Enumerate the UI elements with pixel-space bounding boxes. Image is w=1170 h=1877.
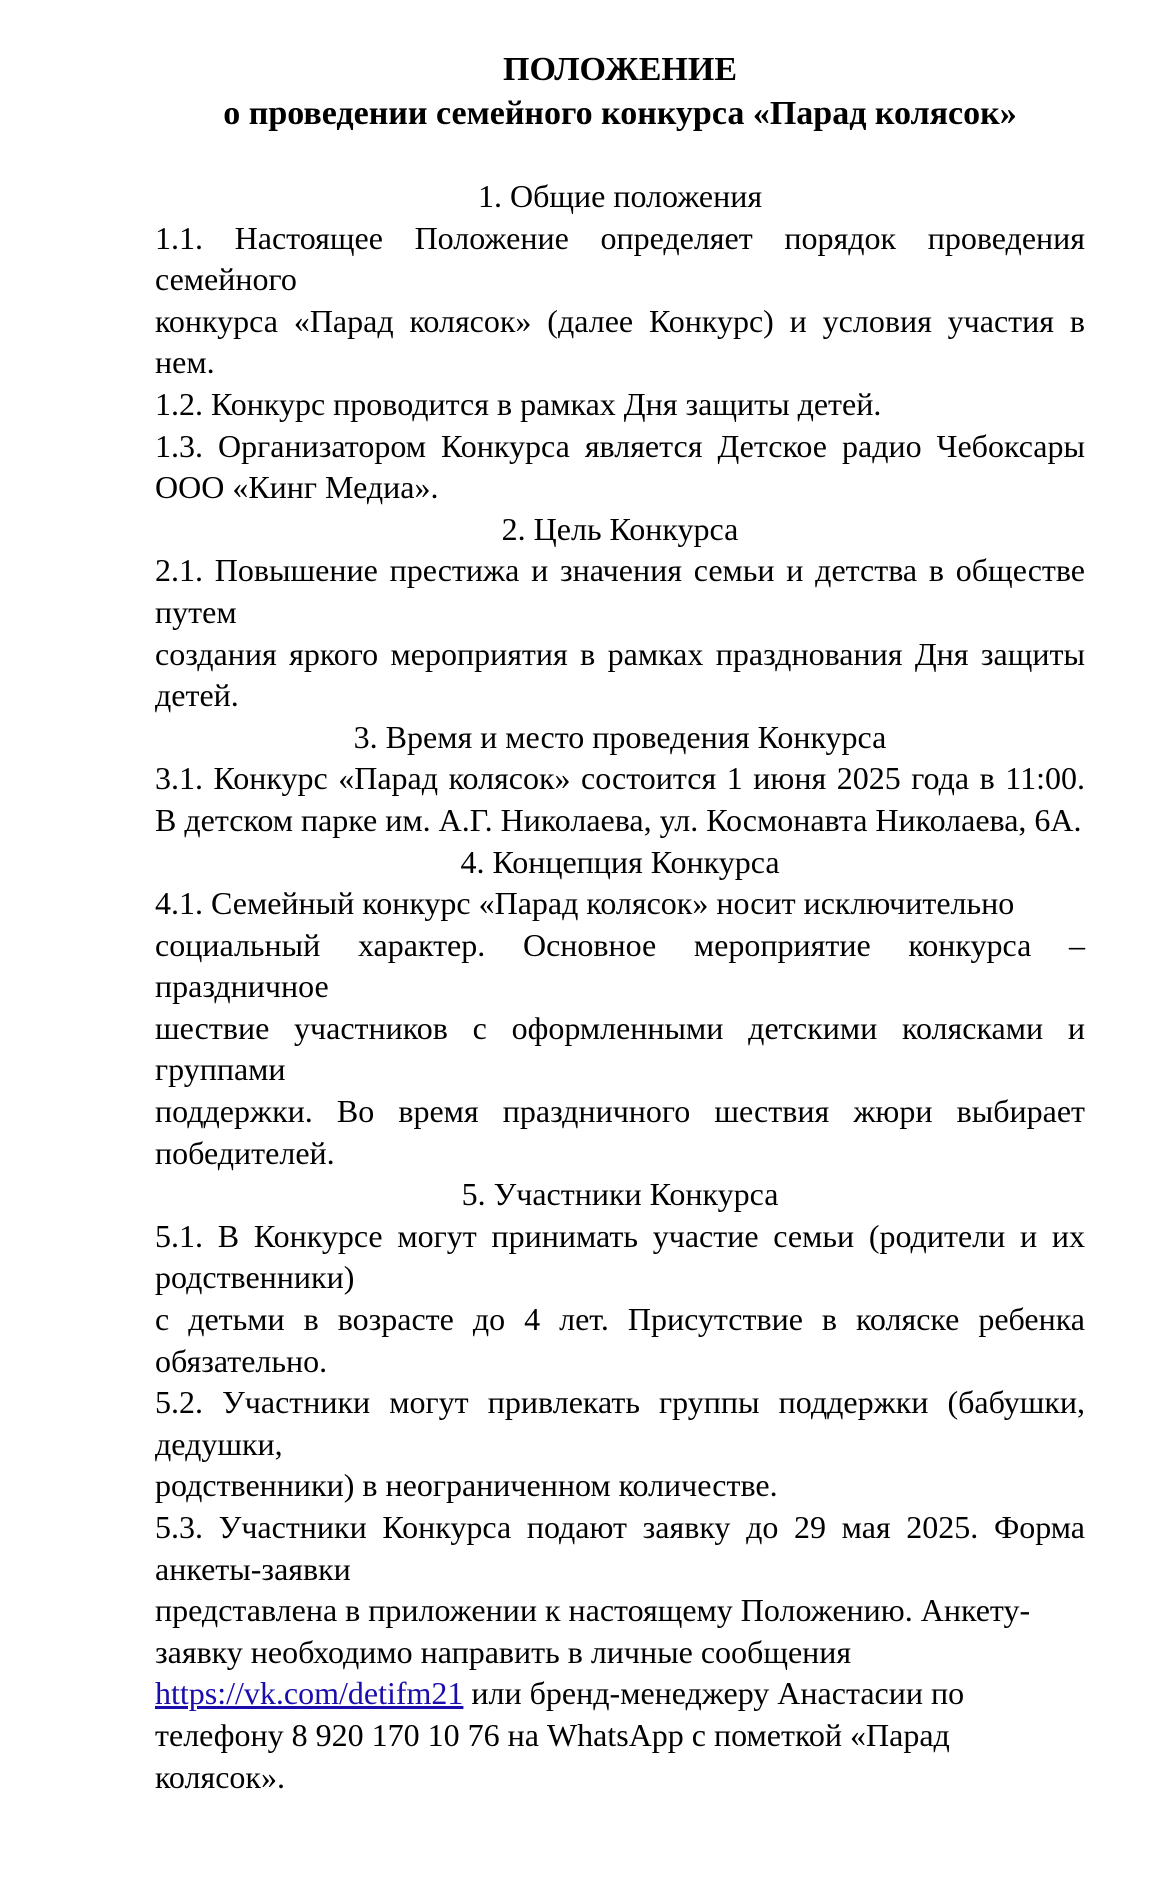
section-1-heading: 1. Общие положения: [477, 178, 763, 214]
section-4-heading: 4. Концепция Конкурса: [460, 843, 780, 880]
paragraph-4-1c: шествие участников с оформленными детскими колясками и группами: [155, 1009, 1085, 1088]
paragraph-4-1d: поддержки. Во время праздничного шествия жюри выбирает победителей.: [155, 1093, 1085, 1171]
paragraph-5-3b-text: представлена в приложении к настоящему Положению. Анкету-заявку необходимо направить в личные сообщения: [155, 1592, 1031, 1670]
paragraph-1-1a: 1.1. Настоящее Положение определяет порядок проведения семейного: [155, 219, 1085, 298]
paragraph-5-2b: родственники) в неограниченном количестве.: [155, 1467, 778, 1504]
paragraph-2-1a: 2.1. Повышение престижа и значения семьи и детства в обществе путем: [155, 552, 1085, 630]
paragraph-5-3a: 5.3. Участники Конкурса подают заявку до 29 мая 2025. Форма анкеты-заявки: [155, 1509, 1085, 1587]
paragraph-1-2: 1.2. Конкурс проводится в рамках Дня защиты детей.: [155, 385, 882, 422]
section-3-heading: 3. Время и место проведения Конкурса: [353, 718, 887, 755]
paragraph-3-1: 3.1. Конкурс «Парад колясок» состоится 1 июня 2025 года в 11:00. В детском парке им. А.Г. Николаева, ул. Космонавта Николаева, 6А.: [155, 760, 1085, 838]
paragraph-5-2a: 5.2. Участники могут привлекать группы поддержки (бабушки, дедушки,: [155, 1384, 1085, 1462]
paragraph-2-1b: создания яркого мероприятия в рамках празднования Дня защиты детей.: [155, 635, 1085, 714]
document-title-block: [0, 48, 1170, 136]
vk-link[interactable]: https://vk.com/detifm21: [155, 1675, 464, 1712]
document-body: [155, 176, 1085, 1798]
paragraph-1-1b: конкурса «Парад колясок» (далее Конкурс) и условия участия в нем.: [155, 302, 1085, 381]
paragraph-5-3c-text: или бренд-менеджеру Анастасии по телефону 8 920 170 10 76 на WhatsApp с пометкой «Парад колясок».: [155, 1675, 965, 1795]
section-5-heading: 5. Участники Конкурса: [461, 1176, 779, 1213]
paragraph-1-3: 1.3. Организатором Конкурса является Детское радио Чебоксары ООО «Кинг Медиа».: [155, 427, 1085, 506]
paragraph-4-1a: 4.1. Семейный конкурс «Парад колясок» носит исключительно: [155, 885, 1015, 922]
paragraph-4-1b: социальный характер. Основное мероприятие конкурса – праздничное: [155, 926, 1085, 1005]
paragraph-5-3b: [155, 1590, 1085, 1798]
paragraph-5-1a: 5.1. В Конкурсе могут принимать участие семьи (родители и их родственники): [155, 1217, 1085, 1296]
document-title: ПОЛОЖЕНИЕ: [503, 51, 737, 88]
section-2-heading: 2. Цель Конкурса: [501, 510, 739, 547]
paragraph-5-1b: с детьми в возрасте до 4 лет. Присутствие в коляске ребенка обязательно.: [155, 1301, 1085, 1379]
document-subtitle: о проведении семейного конкурса «Парад колясок»: [223, 95, 1017, 132]
